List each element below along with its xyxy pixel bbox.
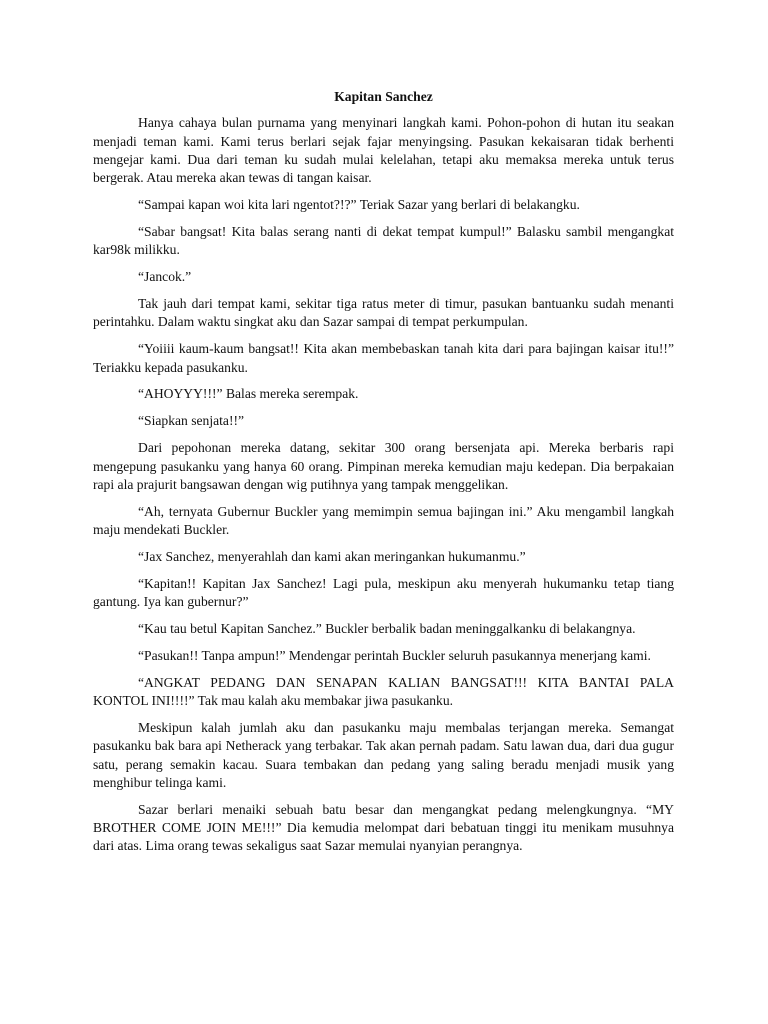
paragraph: “Jancok.” xyxy=(138,269,192,285)
document-title: Kapitan Sanchez xyxy=(334,89,433,104)
paragraph: “Kau tau betul Kapitan Sanchez.” Buckler berbalik badan meninggalkanku di belakangnya. xyxy=(138,620,636,636)
paragraph: “ANGKAT PEDANG DAN SENAPAN KALIAN BANGSAT!!! KITA BANTAI PALA KONTOL INI!!!!” Tak mau kalah aku membakar jiwa pasukanku. xyxy=(93,674,674,709)
paragraph: Sazar berlari menaiki sebuah batu besar dan mengangkat pedang melengkungnya. “MY BROTHER COME JOIN ME!!!” Dia kemudia melompat dari bebatuan tinggi itu menikam musuhnya dari atas. Lima orang tewas sekaligus saat Sazar memulai nyanyian perangnya. xyxy=(93,801,674,854)
paragraph: Hanya cahaya bulan purnama yang menyinari langkah kami. Pohon-pohon di hutan itu seakan menjadi teman kami. Kami terus berlari sejak fajar menyingsing. Pasukan kekaisaran tidak berhenti mengejar kami. Dua dari teman ku sudah mulai kelelahan, tetapi aku memaksa mereka untuk terus bergerak. Atau mereka akan tewas di tangan kaisar. xyxy=(93,115,674,186)
paragraph: Dari pepohonan mereka datang, sekitar 300 orang bersenjata api. Mereka berbaris rapi mengepung pasukanku yang hanya 60 orang. Pimpinan mereka kemudian maju kedepan. Dia berpakaian rapi ala prajurit bangsawan dengan wig putihnya yang tampak menggelikan. xyxy=(93,440,674,492)
paragraph: “Jax Sanchez, menyerahlah dan kami akan meringankan hukumanmu.” xyxy=(138,548,526,564)
paragraph: Meskipun kalah jumlah aku dan pasukanku maju membalas terjangan mereka. Semangat pasukanku bak bara api Netherack yang terbakar. Tak akan pernah padam. Satu lawan dua, dari dua gugur satu, perang semakin kacau. Suara tembakan dan pedang yang saling beradu menjadi musik yang menghibur telinga kami. xyxy=(93,719,674,790)
paragraph: “Kapitan!! Kapitan Jax Sanchez! Lagi pula, meskipun aku menyerah hukumanku tetap tiang gantung. Iya kan gubernur?” xyxy=(93,575,674,610)
paragraph: “Sabar bangsat! Kita balas serang nanti di dekat tempat kumpul!” Balasku sambil mengangkat kar98k milikku. xyxy=(93,223,674,258)
paragraph: “Yoiiii kaum-kaum bangsat!! Kita akan membebaskan tanah kita dari para bajingan kaisar itu!!” Teriakku kepada pasukanku. xyxy=(93,341,674,375)
paragraph: “AHOYYY!!!” Balas mereka serempak. xyxy=(138,386,359,402)
paragraph: Tak jauh dari tempat kami, sekitar tiga ratus meter di timur, pasukan bantuanku sudah menanti perintahku. Dalam waktu singkat aku dan Sazar sampai di tempat perkumpulan. xyxy=(93,296,674,330)
paragraph: “Ah, ternyata Gubernur Buckler yang memimpin semua bajingan ini.” Aku mengambil langkah maju mendekati Buckler. xyxy=(93,503,674,537)
paragraph: “Pasukan!! Tanpa ampun!” Mendengar perintah Buckler seluruh pasukannya menerjang kami. xyxy=(138,647,651,663)
paragraph: “Sampai kapan woi kita lari ngentot?!?” Teriak Sazar yang berlari di belakangku. xyxy=(138,197,580,213)
document-body xyxy=(93,88,674,864)
paragraph: “Siapkan senjata!!” xyxy=(138,413,245,429)
